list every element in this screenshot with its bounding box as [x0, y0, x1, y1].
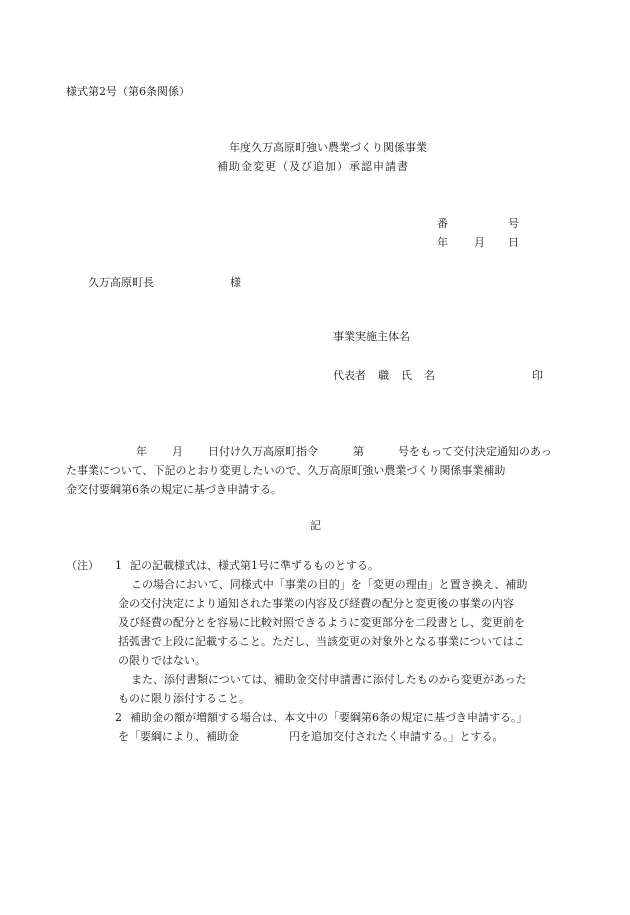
- note-1-line-2: この場合において、同様式中「事業の目的」を「変更の理由」と置き換え、補助: [131, 578, 528, 591]
- body-text-a: 日付け久万高原町指令: [208, 445, 318, 458]
- note-1-number: 1: [115, 559, 122, 572]
- note-1-line-4: 及び経費の配分とを容易に比較対照できるように変更部分を二段書とし、変更前を: [118, 616, 525, 629]
- date-month: 月: [474, 236, 485, 249]
- note-1-line-7: また、添付書類については、補助金交付申請書に添付したものから変更があった: [131, 673, 527, 686]
- body-text-b: 第: [353, 445, 364, 458]
- notes-label: （注）: [66, 559, 99, 572]
- note-2-number: 2: [115, 711, 122, 724]
- body-month: 月: [172, 445, 183, 458]
- note-1-line-6: の限りではない。: [118, 654, 206, 667]
- name-label-1: 氏: [401, 369, 412, 382]
- note-1-line-8: ものに限り添付すること。: [118, 692, 250, 705]
- applicant-entity-label: 事業実施主体名: [333, 330, 410, 343]
- date-day: 日: [508, 236, 519, 249]
- addressee-honorific: 様: [230, 276, 241, 289]
- note-2-line-1: 補助金の額が増額する場合は、本文中の「要綱第6条の規定に基づき申請する。」: [130, 711, 528, 724]
- ki-heading: 記: [310, 519, 321, 532]
- representative-label: 代表者: [333, 369, 366, 382]
- date-year: 年: [437, 236, 448, 249]
- title-line-2: 補助金変更（及び追加）承認申請書: [217, 160, 409, 173]
- note-2-line-2a: を「要綱により、補助金: [118, 730, 239, 743]
- body-line-3: 金交付要綱第6条の規定に基づき申請する。: [66, 483, 282, 496]
- position-label: 職: [378, 369, 389, 382]
- body-year: 年: [136, 445, 147, 458]
- note-2-line-2b: 円を追加交付されたく申請する。」とする。: [289, 730, 504, 743]
- note-1-line-1: 記の記載様式は、様式第1号に準ずるものとする。: [130, 559, 379, 572]
- note-1-line-5: 括弧書で上段に記載すること。ただし、当該変更の対象外となる事業についてはこ: [118, 635, 525, 648]
- body-line-2: た事業について、下記のとおり変更したいので、久万高原町強い農業づくり関係事業補助: [66, 464, 506, 477]
- form-label: 様式第2号（第6条関係）: [66, 85, 190, 98]
- number-label: 番: [437, 217, 448, 230]
- name-label-2: 名: [424, 369, 435, 382]
- addressee: 久万高原町長: [88, 276, 154, 289]
- title-line-1: 年度久万高原町強い農業づくり関係事業: [229, 141, 427, 154]
- body-text-c: 号をもって交付決定通知のあっ: [398, 445, 552, 458]
- number-suffix: 号: [508, 217, 519, 230]
- seal-label: 印: [532, 369, 543, 382]
- note-1-line-3: 金の交付決定により通知された事業の内容及び経費の配分と変更後の事業の内容: [118, 597, 514, 610]
